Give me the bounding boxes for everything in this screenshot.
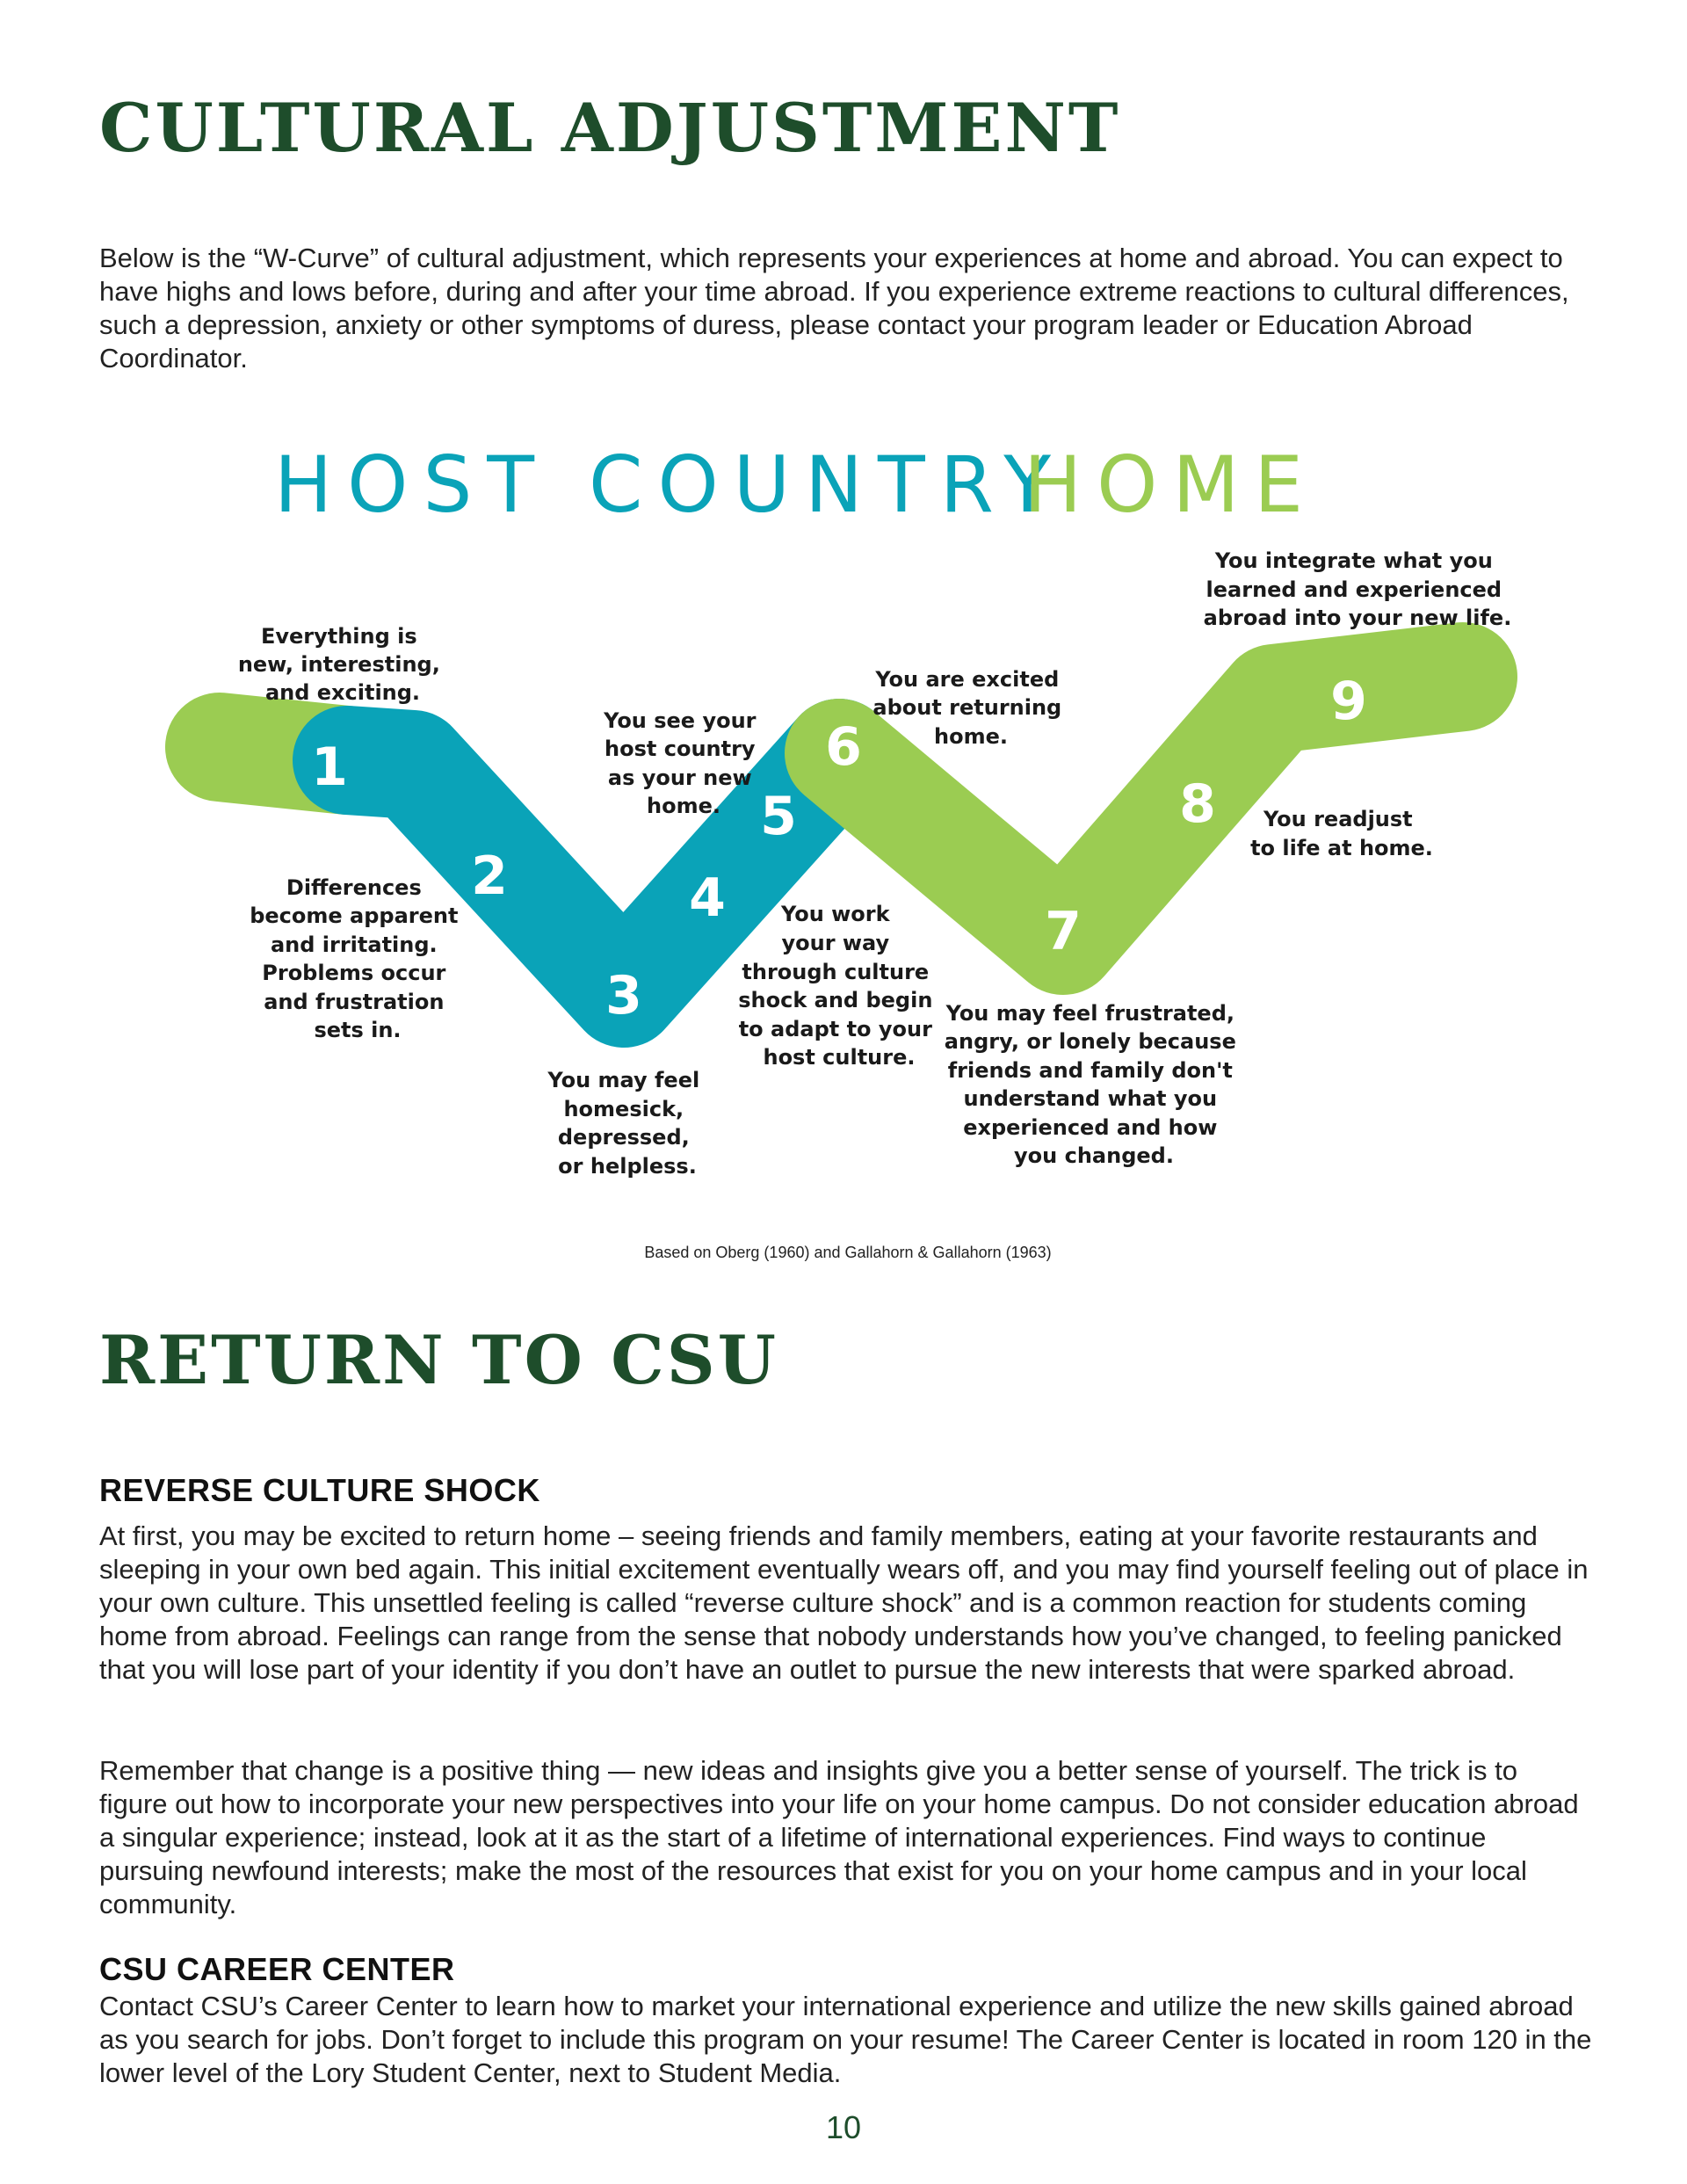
w-curve-diagram: [0, 404, 1687, 1266]
stage-number-5: 5: [760, 786, 797, 847]
stage-8-label: You readjust to life at home.: [1250, 807, 1433, 860]
stage-number-1: 1: [311, 736, 348, 798]
stage-5-label: You see your host country as your new home.: [604, 708, 757, 818]
host-country-heading: HOST COUNTRY: [274, 439, 1066, 530]
stage-number-7: 7: [1045, 901, 1082, 962]
diagram-credit: Based on Oberg (1960) and Gallahorn & Gallahorn (1963): [644, 1244, 1052, 1261]
page-title: CULTURAL ADJUSTMENT: [99, 89, 1121, 167]
stage-number-3: 3: [605, 965, 642, 1027]
stage-number-9: 9: [1330, 671, 1367, 732]
stage-number-8: 8: [1179, 773, 1216, 835]
section-title-return: RETURN TO CSU: [99, 1321, 778, 1399]
page-number: 10: [825, 2109, 862, 2145]
stage-3-label: You may feel homesick, depressed, or helpless.: [547, 1068, 700, 1179]
stage-number-4: 4: [689, 867, 726, 929]
stage-number-6: 6: [825, 716, 862, 778]
stage-9-label: You integrate what you learned and experienced abroad into your new life.: [1203, 548, 1512, 630]
home-heading: HOME: [1024, 439, 1318, 530]
stage-6-label: You are excited about returning home.: [872, 667, 1062, 749]
subheading-reverse-culture-shock: REVERSE CULTURE SHOCK: [99, 1472, 540, 1508]
subheading-career-center: CSU CAREER CENTER: [99, 1951, 455, 1987]
reverse-culture-shock-paragraph-2: Remember that change is a positive thing — new ideas and insights give you a better sense of yourself. The trick is to figure out how to incorporate your new perspectives into your life on your home campus. Do not consider education abroad a singular experience; instead, look at it as the start of a lifetime of international experiences. Find ways to continue pursuing newfound interests; make the most of the resources that exist for you on your home campus and in your local community.: [99, 1755, 1579, 1919]
stage-2-label: Differences become apparent and irritating. Problems occur and frustration sets in.: [250, 875, 459, 1042]
intro-paragraph: Below is the “W-Curve” of cultural adjustment, which represents your experiences at home and abroad. You can expect to have highs and lows before, during and after your time abroad. If you experience extreme reactions to cultural differences, such a depression, anxiety or other symptoms of duress, please contact your program leader or Education Abroad Coordinator.: [99, 243, 1569, 374]
stage-7-label: You may feel frustrated, angry, or lonely because friends and family don't understand what you experienced and how you changed.: [944, 1001, 1236, 1168]
stage-number-2: 2: [471, 845, 508, 907]
reverse-culture-shock-paragraph-1: At first, you may be excited to return home – seeing friends and family members, eating at your favorite restaurants and sleeping in your own bed again. This initial excitement eventually wears off, and you may find yourself feeling out of place in your own culture. This unsettled feeling is called “reverse culture shock” and is a common reaction for students coming home from abroad. Feelings can range from the sense that nobody understands how you’ve changed, to feeling panicked that you will lose part of your identity if you don’t have an outlet to pursue the new interests that were sparked abroad.: [99, 1520, 1589, 1685]
stage-4-label: You work your way through culture shock and begin to adapt to your host culture.: [738, 902, 933, 1070]
career-center-paragraph: Contact CSU’s Career Center to learn how to market your international experience and utilize the new skills gained abroad as you search for jobs. Don’t forget to include this program on your resume! The Career Center is located in room 120 in the lower level of the Lory Student Center, next to Student Media.: [99, 1991, 1592, 2088]
stage-1-label: Everything is new, interesting, and exciting.: [237, 624, 440, 705]
